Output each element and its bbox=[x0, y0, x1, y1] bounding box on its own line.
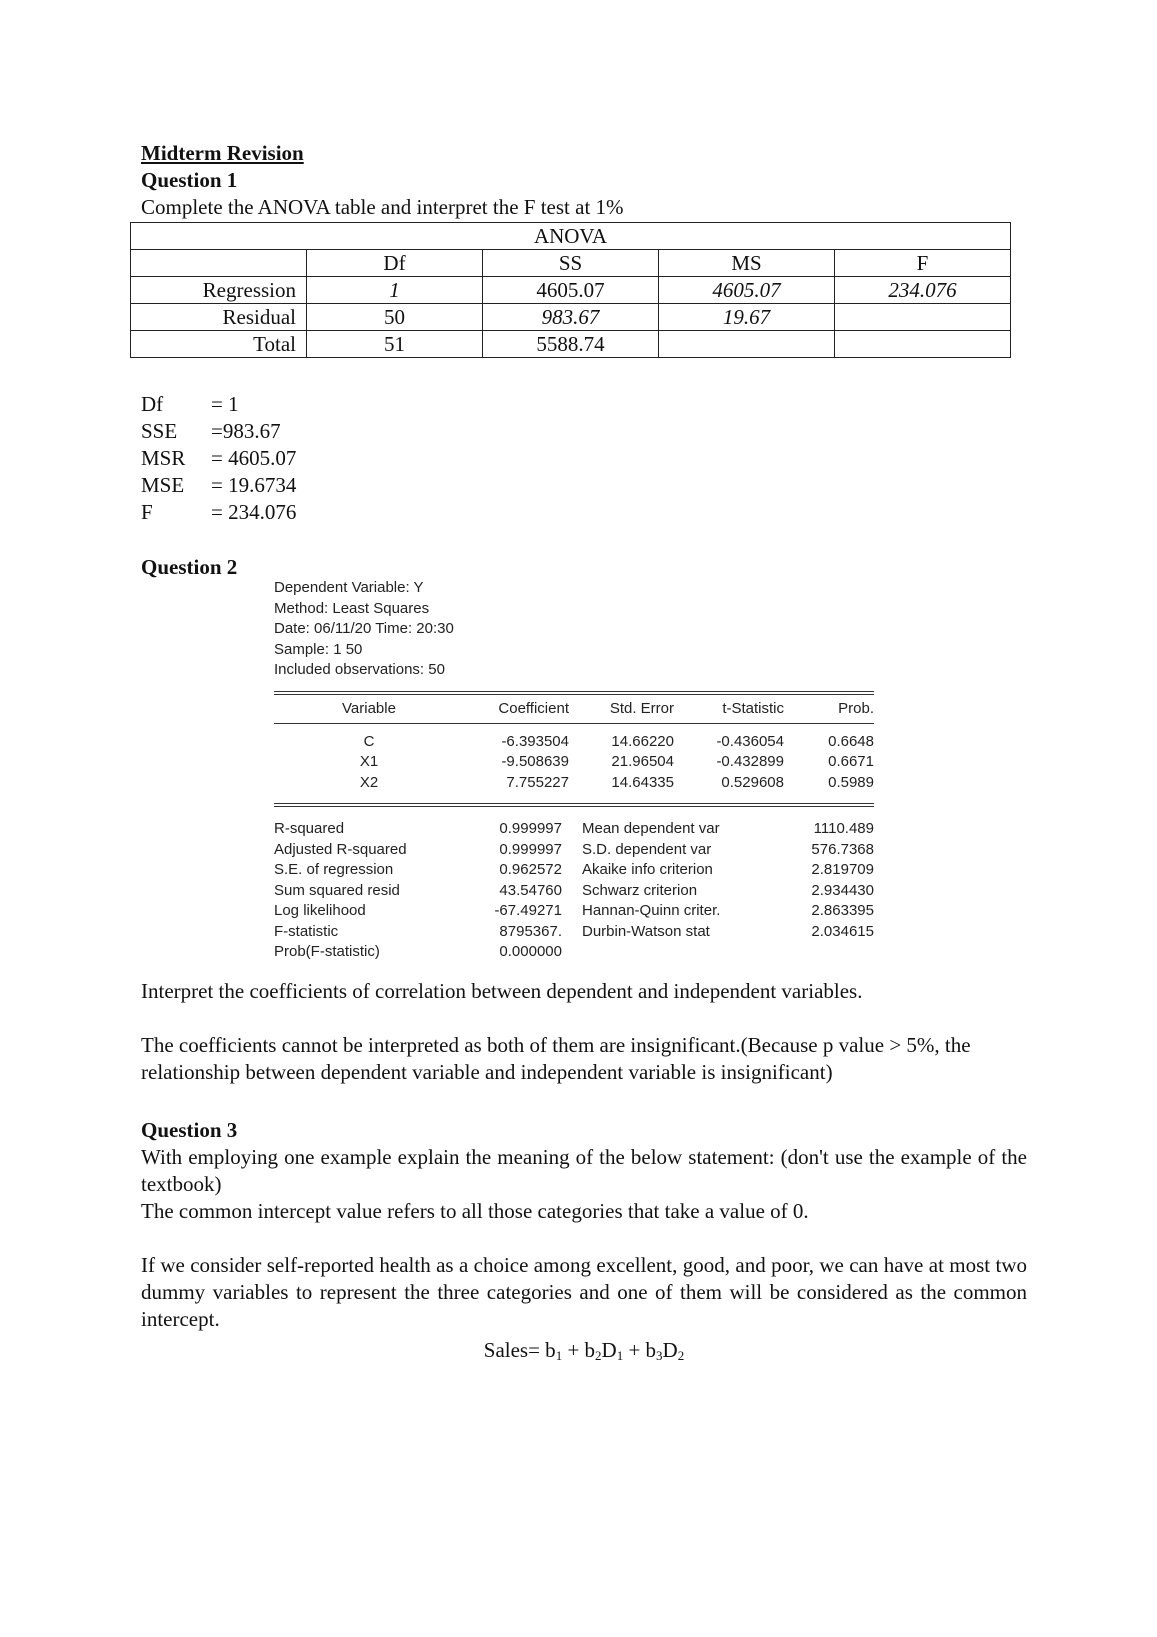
q2-text-block bbox=[141, 978, 1027, 1086]
row-label: Total bbox=[131, 331, 307, 358]
definition-value: = 4605.07 bbox=[211, 446, 297, 470]
coefficient-value: 7.755227 bbox=[506, 773, 569, 791]
t-statistic-value: 0.529608 bbox=[721, 773, 784, 791]
meta-line: Dependent Variable: Y bbox=[274, 579, 424, 596]
anova-col-f: F bbox=[835, 250, 1011, 277]
stat-label: Akaike info criterion bbox=[582, 861, 713, 878]
stat-label: R-squared bbox=[274, 820, 345, 837]
stats-right-values bbox=[802, 819, 874, 963]
equation-subscript: 2 bbox=[595, 1348, 602, 1363]
stat-label: S.E. of regression bbox=[274, 861, 394, 878]
definition-value: = 19.6734 bbox=[211, 473, 297, 497]
anova-row-total bbox=[131, 331, 1011, 358]
q3-block bbox=[141, 1117, 1033, 1369]
document-page bbox=[141, 140, 1027, 221]
stat-value: 1110.489 bbox=[813, 820, 874, 837]
cell-ss: 983.67 bbox=[483, 304, 659, 331]
col-std-error: Std. Error bbox=[609, 700, 674, 717]
definition-value: = 234.076 bbox=[211, 500, 297, 524]
table-row bbox=[274, 752, 874, 773]
cell-ms: 4605.07 bbox=[659, 277, 835, 304]
std-error-value: 21.96504 bbox=[611, 753, 674, 770]
cell-ss: 5588.74 bbox=[483, 331, 659, 358]
coefficient-value: -6.393504 bbox=[501, 732, 569, 750]
stat-label: F-statistic bbox=[274, 922, 339, 940]
q2-heading: Question 2 bbox=[141, 555, 238, 579]
stat-value: 43.54760 bbox=[499, 881, 562, 899]
meta-line: Included observations: 50 bbox=[274, 661, 445, 678]
equation-subscript: 1 bbox=[616, 1348, 624, 1363]
definition-value: =983.67 bbox=[211, 419, 281, 443]
anova-row-regression bbox=[131, 277, 1011, 304]
equation-part: + b bbox=[562, 1338, 596, 1362]
anova-col-ss: SS bbox=[483, 250, 659, 277]
stat-value: 0.962572 bbox=[499, 861, 562, 878]
definition-row bbox=[141, 499, 296, 526]
row-label: Residual bbox=[131, 304, 307, 331]
prob-value: 0.6671 bbox=[828, 753, 874, 770]
q2-answer: The coefficients cannot be interpreted as both of them are insignificant.(Because p value > 5%, the relationship between dependent variable and independent variable is insignificant) bbox=[141, 1033, 976, 1084]
document-title: Midterm Revision bbox=[141, 141, 304, 165]
equation-part: D bbox=[601, 1338, 617, 1362]
definition-key: MSE bbox=[141, 473, 185, 497]
cell-df: 51 bbox=[307, 331, 483, 358]
table-row bbox=[274, 732, 874, 753]
stat-value: -67.49271 bbox=[494, 902, 562, 919]
cell-df: 50 bbox=[307, 304, 483, 331]
col-coefficient: Coefficient bbox=[498, 700, 569, 717]
stat-value: 8795367. bbox=[499, 922, 562, 940]
stat-label: Log likelihood bbox=[274, 902, 366, 919]
meta-line: Date: 06/11/20 Time: 20:30 bbox=[274, 620, 454, 637]
equation-part: D bbox=[662, 1338, 678, 1362]
equation-part: Sales= b bbox=[483, 1338, 556, 1362]
meta-line: Sample: 1 50 bbox=[274, 640, 363, 658]
col-prob: Prob. bbox=[838, 700, 874, 717]
definition-key: Df bbox=[141, 392, 164, 416]
q1-prompt: Complete the ANOVA table and interpret the F test at 1% bbox=[141, 195, 624, 219]
stat-label: Prob(F-statistic) bbox=[274, 943, 380, 960]
cell-df: 1 bbox=[307, 277, 483, 304]
regression-stats bbox=[274, 807, 874, 963]
regression-output bbox=[274, 578, 874, 963]
std-error-value: 14.64335 bbox=[611, 773, 674, 791]
stat-label: Adjusted R-squared bbox=[274, 840, 407, 858]
stat-label: S.D. dependent var bbox=[582, 840, 712, 858]
stat-label: Mean dependent var bbox=[582, 820, 720, 837]
cell-f bbox=[835, 331, 1011, 358]
definition-key: SSE bbox=[141, 419, 178, 443]
table-row bbox=[274, 773, 874, 794]
regression-meta bbox=[274, 578, 874, 681]
regression-variables bbox=[274, 724, 874, 798]
q3-equation bbox=[141, 1337, 1027, 1369]
row-label: Regression bbox=[131, 277, 307, 304]
equation-subscript: 2 bbox=[677, 1348, 685, 1363]
coefficient-value: -9.508639 bbox=[501, 753, 569, 770]
cell-ms bbox=[659, 331, 835, 358]
stat-value: 2.934430 bbox=[811, 881, 874, 899]
definition-value: = 1 bbox=[211, 392, 239, 416]
prob-value: 0.6648 bbox=[828, 732, 874, 750]
std-error-value: 14.66220 bbox=[611, 732, 674, 750]
stat-value: 576.7368 bbox=[811, 840, 874, 858]
stat-value: 2.819709 bbox=[811, 861, 874, 878]
t-statistic-value: -0.436054 bbox=[716, 732, 784, 750]
stats-left-labels bbox=[274, 819, 414, 963]
stat-label: Hannan-Quinn criter. bbox=[582, 902, 721, 919]
q3-statement: The common intercept value refers to all those categories that take a value of 0. bbox=[141, 1199, 809, 1223]
cell-f: 234.076 bbox=[835, 277, 1011, 304]
cell-ms: 19.67 bbox=[659, 304, 835, 331]
definition-row bbox=[141, 445, 296, 472]
stat-value: 2.034615 bbox=[811, 922, 874, 940]
stat-value: 0.000000 bbox=[499, 943, 562, 960]
variable-name: C bbox=[363, 732, 375, 750]
definitions-list bbox=[141, 391, 296, 526]
definition-key: F bbox=[141, 500, 153, 524]
stat-label: Durbin-Watson stat bbox=[582, 922, 710, 940]
col-t-statistic: t-Statistic bbox=[722, 700, 784, 717]
cell-ss: 4605.07 bbox=[483, 277, 659, 304]
t-statistic-value: -0.432899 bbox=[716, 753, 784, 770]
q3-heading: Question 3 bbox=[141, 1118, 238, 1142]
stat-label: Sum squared resid bbox=[274, 881, 400, 899]
stats-right-labels bbox=[562, 819, 802, 963]
equation-subscript: 1 bbox=[555, 1348, 563, 1363]
meta-line: Method: Least Squares bbox=[274, 599, 430, 617]
anova-row-residual bbox=[131, 304, 1011, 331]
variable-name: X2 bbox=[359, 773, 379, 791]
anova-title: ANOVA bbox=[131, 223, 1011, 250]
cell-f bbox=[835, 304, 1011, 331]
stat-value: 0.999997 bbox=[499, 840, 562, 858]
stat-value: 2.863395 bbox=[811, 902, 874, 919]
equation-subscript: 3 bbox=[656, 1348, 663, 1363]
q3-prompt: With employing one example explain the meaning of the below statement: (don't use the example of the textbook) bbox=[141, 1145, 1033, 1196]
prob-value: 0.5989 bbox=[828, 773, 874, 791]
q2-prompt: Interpret the coefficients of correlation between dependent and independent variables. bbox=[141, 979, 863, 1003]
definition-row bbox=[141, 472, 296, 499]
anova-col-ms: MS bbox=[659, 250, 835, 277]
stats-left-values bbox=[414, 819, 562, 963]
variable-name: X1 bbox=[359, 753, 379, 770]
anova-table bbox=[130, 222, 1011, 358]
q1-heading: Question 1 bbox=[141, 168, 238, 192]
definition-key: MSR bbox=[141, 446, 186, 470]
stat-label: Schwarz criterion bbox=[582, 881, 698, 899]
anova-col-df: Df bbox=[307, 250, 483, 277]
definition-row bbox=[141, 391, 296, 418]
col-variable: Variable bbox=[342, 700, 396, 717]
regression-header-row bbox=[274, 695, 874, 723]
definition-row bbox=[141, 418, 296, 445]
equation-part: + b bbox=[623, 1338, 657, 1362]
anova-col-blank bbox=[131, 250, 307, 277]
anova-header-row bbox=[131, 250, 1011, 277]
q3-answer: If we consider self-reported health as a choice among excellent, good, and poor, we can have at most two dummy variables to represent the three categories and one of them will be considered as the common intercept. bbox=[141, 1253, 1033, 1331]
stat-value: 0.999997 bbox=[499, 820, 562, 837]
